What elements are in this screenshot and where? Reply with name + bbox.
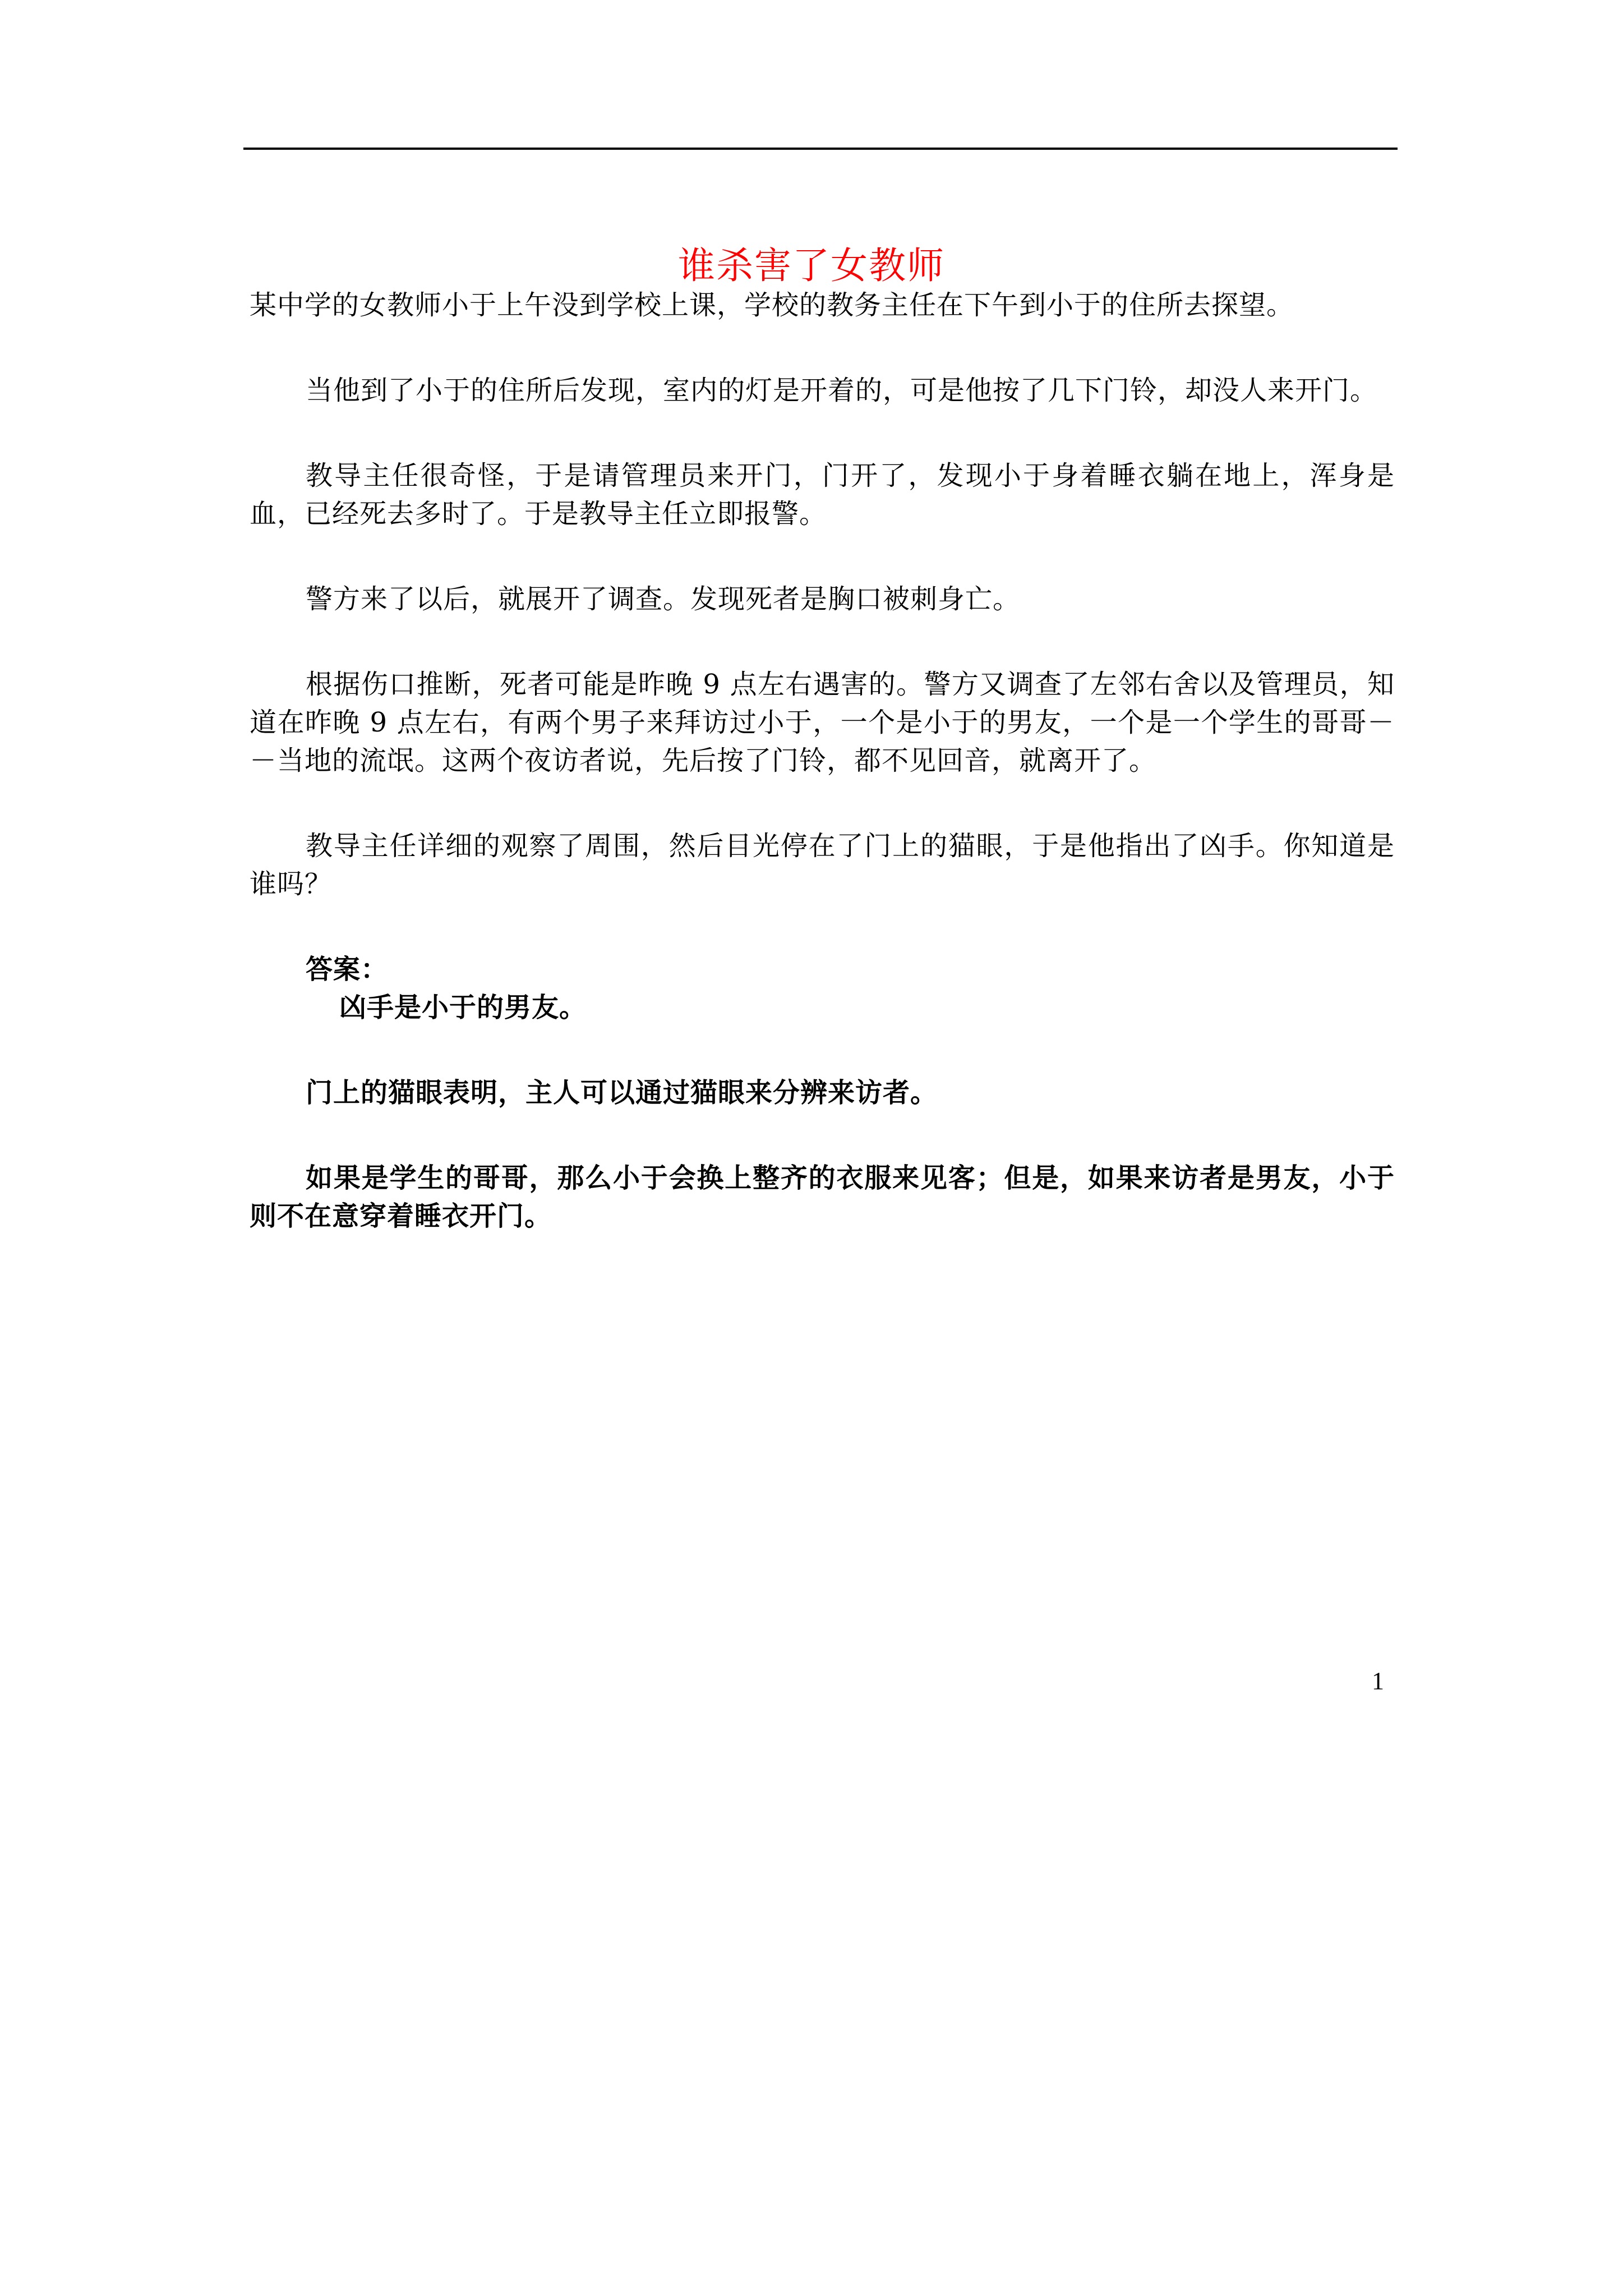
answer-label: 答案： xyxy=(306,954,389,985)
answer-line: 凶手是小于的男友。 xyxy=(339,992,587,1023)
document-title: 谁杀害了女教师 xyxy=(678,244,945,288)
paragraph-4: 警方来了以后，就展开了调查。发现死者是胸口被刺身亡。 xyxy=(306,583,1021,615)
document-body xyxy=(250,286,1395,1282)
paragraph-6: 教导主任详细的观察了周围，然后目光停在了门上的猫眼，于是他指出了凶手。你知道是谁吗？ xyxy=(250,830,1395,900)
paragraph-5: 根据伤口推断，死者可能是昨晚 9 点左右遇害的。警方又调查了左邻右舍以及管理员，知道在昨晚 9 点左右，有两个男子来拜访过小于，一个是小于的男友，一个是一个学生的哥哥－－当地的流氓。这两个夜访者说，先后按了门铃，都不见回音，就离开了。 xyxy=(250,669,1395,776)
answer-section xyxy=(250,950,1395,1235)
paragraph-1: 某中学的女教师小于上午没到学校上课，学校的教务主任在下午到小于的住所去探望。 xyxy=(250,289,1294,321)
paragraph-2: 当他到了小于的住所后发现，室内的灯是开着的，可是他按了几下门铃，却没人来开门。 xyxy=(306,375,1378,406)
paragraph-3: 教导主任很奇怪，于是请管理员来开门，门开了，发现小于身着睡衣躺在地上，浑身是血，已经死去多时了。于是教导主任立即报警。 xyxy=(250,460,1395,530)
header-rule xyxy=(243,148,1398,150)
page-number: 1 xyxy=(1372,1667,1384,1695)
answer-paragraph-2: 如果是学生的哥哥，那么小于会换上整齐的衣服来见客；但是，如果来访者是男友，小于则不在意穿着睡衣开门。 xyxy=(250,1162,1395,1232)
answer-paragraph-1: 门上的猫眼表明，主人可以通过猫眼来分辨来访者。 xyxy=(306,1077,938,1108)
